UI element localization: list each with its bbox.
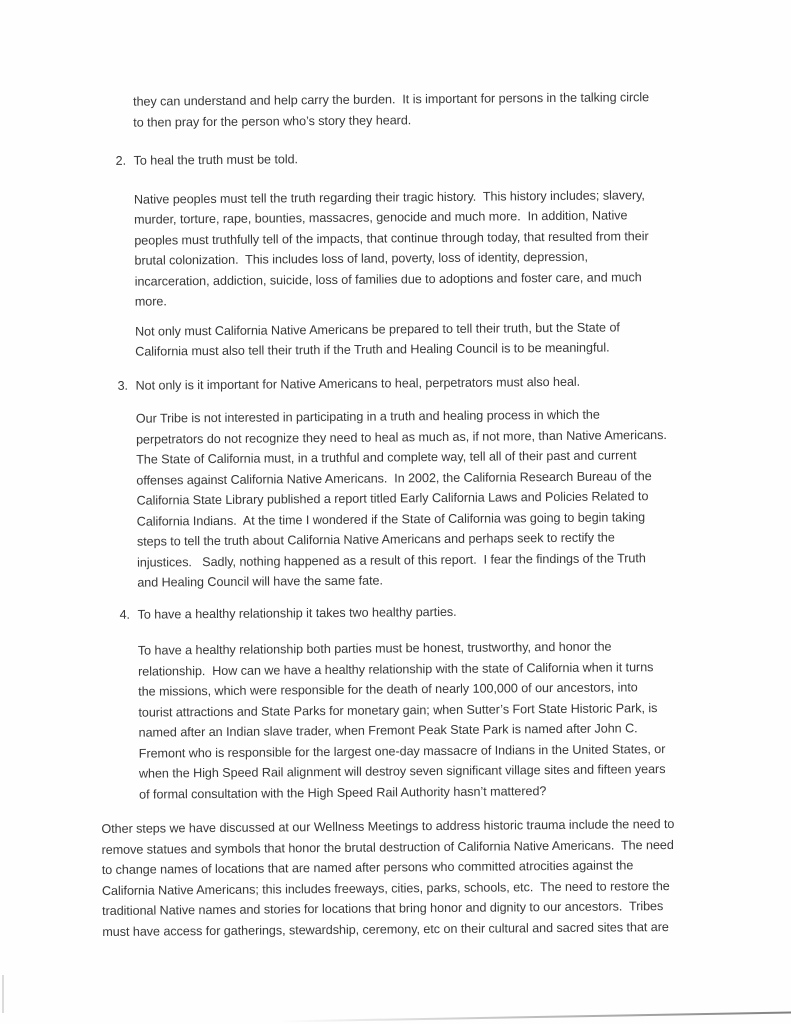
list-item-2 [96, 145, 741, 171]
list-item-4 [99, 599, 744, 625]
list-item-heading: To have a healthy relationship it takes two healthy parties. [137, 604, 457, 622]
list-item-heading: Not only is it important for Native Americans to heal, perpetrators must also heal. [135, 374, 581, 393]
paragraph: To have a healthy relationship both parties must be honest, trustworthy, and honor the relationship. How can we have a healthy relationship with the state of California when it turns the missions, which were responsible for the death of nearly 100,000 of our ancestors, into tourist attractions and State Parks for monetary gain; when Sutter’s Fort State Historic Park, is named after an Indian slave trader, when Fremont Peak State Park is named after John C. Fremont who is responsible for the largest one-day massacre of Indians in the United States, or when the High Speed Rail alignment will destroy seven significant village sites and fifteen years of formal consultation with the High Speed Rail Authority hasn’t mattered? [137, 639, 666, 802]
paragraph-continuation: they can understand and help carry the burden. It is important for persons in the talking circle to then pray for the person who’s story they heard. [133, 90, 650, 130]
list-item-3 [97, 370, 742, 396]
list-item-number: 2. [115, 153, 127, 168]
scan-edge-artifact-left [2, 975, 4, 1013]
paragraph: Native peoples must tell the truth regarding their tragic history. This history includes; slavery, murder, torture, rape, bounties, massacres, genocide and much more. In addition, Native peoples must truthfully tell of the impacts, that continue through today, that resulted from their brutal colonization. This includes loss of land, poverty, loss of identity, depression, incarceration, addiction, suicide, loss of families due to adoptions and foster care, and much more. [133, 187, 649, 309]
paragraph: Our Tribe is not interested in participating in a truth and healing process in which the perpetrators do not recognize they need to heal as much as, if not more, than Native Americans. The State of California must, in a truthful and complete way, tell all of their past and current offenses against California Native Americans. In 2002, the California Research Bureau of the California State Library published a report titled Early California Laws and Policies Related to California Indians. At the time I wondered if the State of California was going to begin taking steps to tell the truth about California Native Americans and perhaps seek to rectify the injustices. Sadly, nothing happened as a result of this report. I fear the findings of the Truth and Healing Council will have the same fate. [135, 407, 667, 590]
list-item-heading: To heal the truth must be told. [133, 152, 299, 168]
scan-paper-edge-artifact [278, 1012, 791, 1023]
list-item-number: 4. [119, 607, 131, 622]
paragraph-closing: Other steps we have discussed at our Wellness Meetings to address historic trauma include the need to remove statues and symbols that honor the brutal destruction of California Native Americans. The need to change names of locations that are named after persons who committed atrocities against the California Native Americans; this includes freeways, cities, parks, schools, etc. The need to restore the traditional Native names and stories for locations that bring honor and dignity to our ancestors. Tribes must have access for gatherings, stewardship, ceremony, etc on their cultural and sacred sites that are [101, 816, 675, 939]
list-item-number: 3. [117, 378, 129, 393]
paragraph: Not only must California Native Americans be prepared to tell their truth, but the State of California must also tell their truth if the Truth and Healing Council is to be meaningful. [135, 319, 620, 359]
document-content [95, 86, 747, 942]
